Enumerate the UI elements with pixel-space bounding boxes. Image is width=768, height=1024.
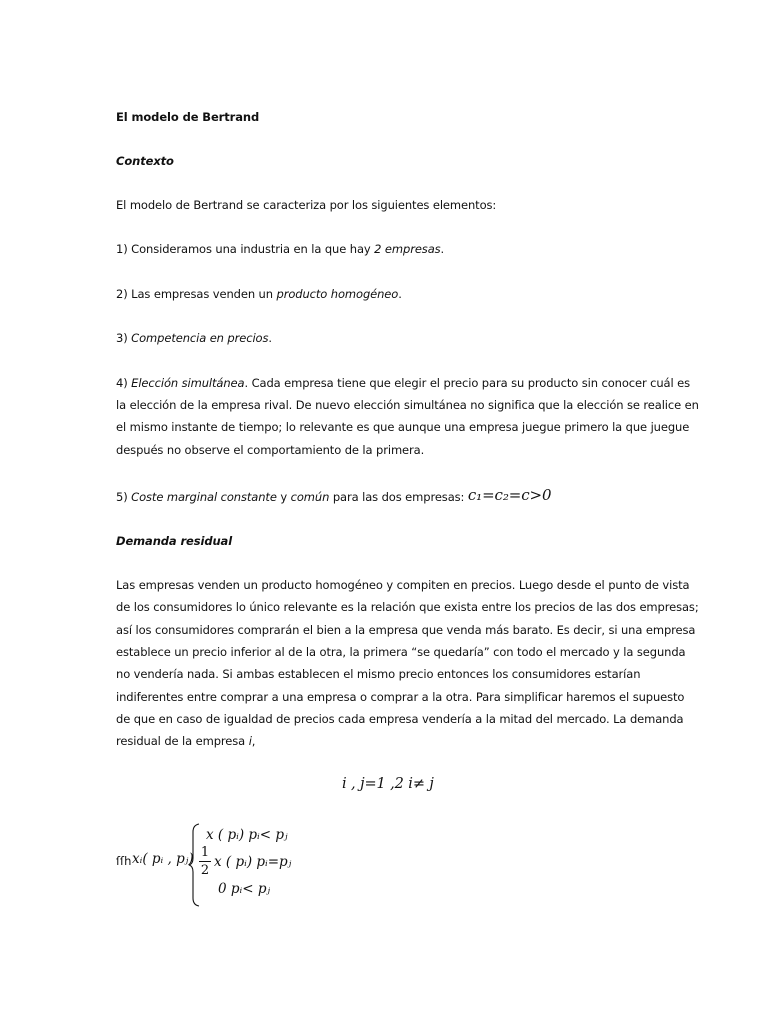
list-item-2 [116, 287, 402, 301]
paragraph-last-text: residual de la empresa [116, 734, 249, 748]
demand-formula [116, 820, 416, 910]
list-item-1-emphasis: 2 empresas [374, 242, 441, 256]
case-1: x ( pᵢ) pᵢ< pⱼ [206, 827, 288, 843]
paragraph-line: de que en caso de igualdad de precios cada empresa vendería a la mitad del mercado. La demanda [116, 712, 684, 726]
list-item-5-cont: para las dos empresas: [329, 490, 468, 504]
list-item-5-emphasis-1: Coste marginal constante [131, 490, 277, 504]
list-item-3 [116, 331, 272, 345]
list-item-4-text: 4) [116, 376, 132, 390]
list-item-2-emphasis: producto homogéneo [276, 287, 399, 301]
list-item-3-emphasis: Competencia en precios [131, 331, 269, 345]
demand-formula-prefix: ſſh [116, 854, 132, 868]
list-item-5-mid: y [276, 490, 291, 504]
list-item-4-line-4: después no observe el comportamiento de la primera. [116, 443, 425, 457]
paragraph-line: Las empresas venden un producto homogéneo y compiten en precios. Luego desde el punto de vista [116, 578, 690, 592]
list-item-3-text: 3) [116, 331, 132, 345]
list-item-2-end: . [398, 287, 402, 301]
fraction-denominator: 2 [200, 863, 210, 878]
paragraph-last-emphasis: i [248, 734, 252, 748]
paragraph-line: así los consumidores comprarán el bien a la empresa que venda más barato. Es decir, si una empresa [116, 623, 696, 637]
list-item-2-text: 2) Las empresas venden un [116, 287, 277, 301]
cost-formula: c₁=c₂=c>0 [467, 486, 552, 504]
half-fraction [199, 845, 211, 878]
demand-lhs: xᵢ( pᵢ , pⱼ) [132, 851, 194, 867]
paragraph-line: de los consumidores lo único relevante es la relación que exista entre los precios de las dos empresas; [116, 600, 699, 614]
paragraph-line: indiferentes entre comprar a una empresa o comprar a la otra. Para simplificar haremos el supuesto [116, 690, 685, 704]
index-formula: i , j=1 ,2 i≠ j [342, 776, 434, 792]
paragraph-last-end: , [251, 734, 256, 748]
list-item-4-cont: . Cada empresa tiene que elegir el precio para su producto sin conocer cuál es [244, 376, 691, 390]
doc-title: El modelo de Bertrand [116, 110, 260, 124]
section-heading-demanda: Demanda residual [116, 534, 233, 548]
list-item-5-text: 5) [116, 490, 132, 504]
list-item-1-end: . [440, 242, 445, 256]
fraction-numerator: 1 [200, 845, 210, 860]
section-heading-contexto: Contexto [116, 154, 174, 168]
case-2: x ( pᵢ) pᵢ=pⱼ [214, 854, 292, 870]
paragraph-line: no vendería nada. Si ambas establecen el mismo precio entonces los consumidores estarían [116, 667, 641, 681]
list-item-4-emphasis: Elección simultánea [131, 376, 245, 390]
list-item-5 [116, 487, 551, 505]
list-item-4-line-3: el mismo instante de tiempo; lo relevante es que aunque una empresa juegue primero la que juegue [116, 420, 690, 434]
paragraph-line: establece un precio inferior al de la otra, la primera “se quedaría” con todo el mercado y la segunda [116, 645, 686, 659]
list-item-4-line-1 [116, 376, 690, 390]
case-3 [218, 881, 270, 897]
fraction-bar [199, 861, 211, 862]
list-item-3-end: . [268, 331, 272, 345]
intro-text: El modelo de Bertrand se caracteriza por los siguientes elementos: [116, 198, 497, 212]
list-item-1 [116, 242, 444, 256]
list-item-1-text: 1) Consideramos una industria en la que hay [116, 242, 375, 256]
list-item-5-emphasis-2: común [290, 490, 330, 504]
case-3-text: 0 pᵢ< pⱼ [218, 881, 271, 897]
list-item-4-line-2: la elección de la empresa rival. De nuevo elección simultánea no significa que la elección se realice en [116, 398, 699, 412]
paragraph-line-last [116, 734, 255, 748]
